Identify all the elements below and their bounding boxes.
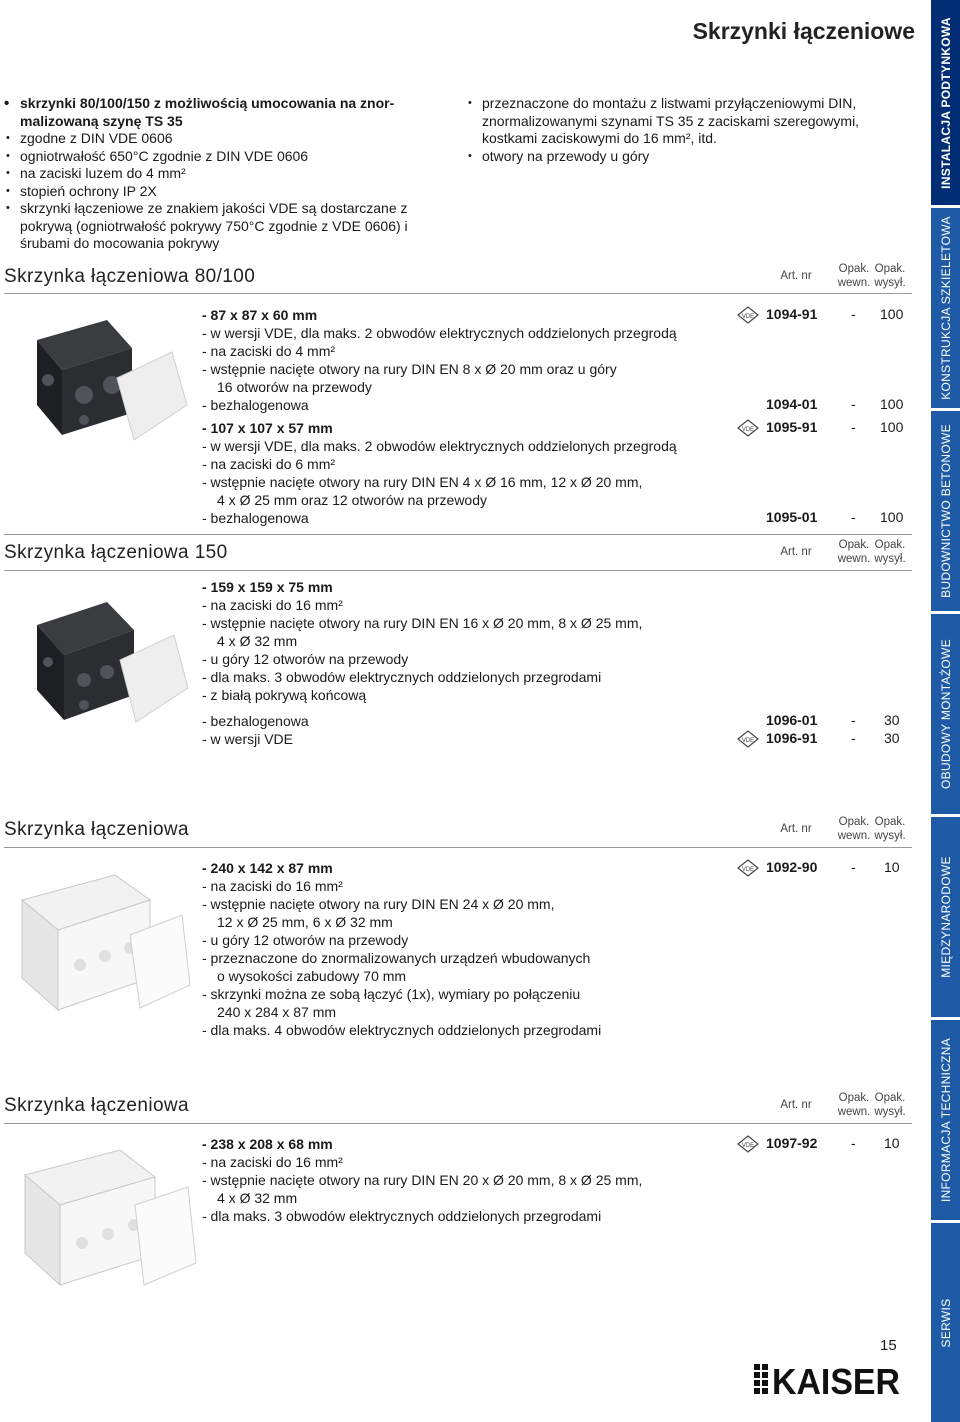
spec-line: - na zaciski do 16 mm² bbox=[202, 597, 343, 613]
side-tab-informacja-techniczna[interactable] bbox=[931, 1020, 960, 1220]
opak-wysyl: 100 bbox=[880, 509, 904, 525]
art-number: 1094-91 bbox=[766, 306, 818, 322]
side-tab-bar bbox=[931, 0, 960, 1422]
spec-line: - bezhalogenowa bbox=[202, 713, 309, 729]
spec-line: - z białą pokrywą końcową bbox=[202, 687, 367, 703]
art-number: 1095-91 bbox=[766, 419, 818, 435]
spec-line: 12 x Ø 25 mm, 6 x Ø 32 mm bbox=[217, 914, 393, 930]
spec-line: - na zaciski do 16 mm² bbox=[202, 1154, 343, 1170]
feature-list-left bbox=[4, 95, 464, 253]
list-item: • skrzynki 80/100/150 z możliwością umocowania na znor- malizowaną szynę TS 35 bbox=[4, 95, 464, 130]
side-tab-konstrukcja-szkieletowa[interactable] bbox=[931, 208, 960, 408]
vde-mark-icon bbox=[737, 859, 759, 877]
spec-line: - 238 x 208 x 68 mm bbox=[202, 1136, 333, 1152]
side-tab-label: SERWIS bbox=[938, 1298, 953, 1347]
spec-line: - w wersji VDE, dla maks. 2 obwodów elektrycznych oddzielonych przegrodą bbox=[202, 325, 677, 341]
svg-text:VDE: VDE bbox=[741, 314, 755, 320]
spec-line: - wstępnie nacięte otwory na rury DIN EN 20 x Ø 20 mm, 8 x Ø 25 mm, bbox=[202, 1172, 643, 1188]
vde-mark-icon bbox=[737, 730, 759, 748]
spec-line: - dla maks. 3 obwodów elektrycznych oddzielonych przegrodami bbox=[202, 1208, 602, 1224]
col-header-opak-wysyl: Opak. wysył. bbox=[874, 263, 906, 289]
vde-mark-icon bbox=[737, 1135, 759, 1153]
col-header-opak-wysyl: Opak. wysył. bbox=[874, 816, 906, 842]
art-number: 1095-01 bbox=[766, 509, 818, 525]
col-header-art: Art. nr bbox=[780, 546, 812, 558]
spec-line: - wstępnie nacięte otwory na rury DIN EN 4 x Ø 16 mm, 12 x Ø 20 mm, bbox=[202, 474, 643, 490]
section-title: Skrzynka łączeniowa 150 bbox=[4, 542, 228, 563]
side-tab-instalacja-podtynkowa[interactable] bbox=[931, 0, 960, 205]
opak-wysyl: 100 bbox=[880, 419, 904, 435]
spec-line: - dla maks. 3 obwodów elektrycznych oddzielonych przegrodami bbox=[202, 669, 602, 685]
section-title: Skrzynka łączeniowa bbox=[4, 819, 190, 840]
opak-wewn: - bbox=[851, 1135, 856, 1151]
list-item: • na zaciski luzem do 4 mm² bbox=[4, 165, 464, 183]
side-tab-label: BUDOWNICTWO BETONOWE bbox=[938, 424, 953, 598]
spec-line: - w wersji VDE bbox=[202, 731, 294, 747]
section-divider bbox=[4, 847, 912, 848]
spec-line: - bezhalogenowa bbox=[202, 510, 309, 526]
opak-wysyl: 100 bbox=[880, 306, 904, 322]
section-divider bbox=[4, 293, 912, 294]
spec-line: - na zaciski do 16 mm² bbox=[202, 878, 343, 894]
list-item: • skrzynki łączeniowe ze znakiem jakości VDE są dostarczane z pokrywą (ogniotrwałość pokrywy 750°C zgodnie z VDE 0606) i śrubami do mocowania pokrywy bbox=[4, 200, 464, 253]
spec-block-2 bbox=[202, 578, 722, 753]
opak-wysyl: 10 bbox=[884, 1135, 900, 1151]
opak-wysyl: 30 bbox=[884, 712, 900, 728]
feature-list-right bbox=[466, 95, 926, 165]
spec-block-4 bbox=[202, 1135, 722, 1230]
svg-text:VDE: VDE bbox=[741, 867, 755, 873]
spec-line: - w wersji VDE, dla maks. 2 obwodów elektrycznych oddzielonych przegrodą bbox=[202, 438, 677, 454]
opak-wewn: - bbox=[851, 712, 856, 728]
section-divider bbox=[4, 570, 912, 571]
side-tab-miedzynarodowe[interactable] bbox=[931, 817, 960, 1017]
list-item: • ogniotrwałość 650°C zgodnie z DIN VDE 0606 bbox=[4, 148, 464, 166]
vde-mark-icon bbox=[737, 419, 759, 437]
spec-line: - 107 x 107 x 57 mm bbox=[202, 420, 333, 436]
spec-line: 4 x Ø 25 mm oraz 12 otworów na przewody bbox=[217, 492, 488, 508]
opak-wewn: - bbox=[851, 419, 856, 435]
spec-line: - 87 x 87 x 60 mm bbox=[202, 307, 318, 323]
kaiser-logo-icon bbox=[752, 1360, 902, 1400]
opak-wewn: - bbox=[851, 509, 856, 525]
opak-wysyl: 30 bbox=[884, 730, 900, 746]
vde-mark-icon bbox=[737, 306, 759, 324]
art-number: 1097-92 bbox=[766, 1135, 818, 1151]
product-image-box-238 bbox=[10, 1135, 200, 1300]
spec-line: 16 otworów na przewody bbox=[217, 379, 372, 395]
opak-wewn: - bbox=[851, 396, 856, 412]
section-title: Skrzynka łączeniowa 80/100 bbox=[4, 266, 256, 287]
svg-text:VDE: VDE bbox=[741, 738, 755, 744]
list-item: • otwory na przewody u góry bbox=[466, 148, 926, 166]
svg-text:VDE: VDE bbox=[741, 1143, 755, 1149]
spec-line: - 159 x 159 x 75 mm bbox=[202, 579, 333, 595]
side-tab-label: MIĘDZYNARODOWE bbox=[938, 856, 953, 978]
col-header-opak-wewn: Opak. wewn. bbox=[837, 816, 871, 842]
brand-logo bbox=[752, 1360, 902, 1400]
opak-wysyl: 10 bbox=[884, 859, 900, 875]
product-image-box-80 bbox=[22, 300, 192, 455]
col-header-opak-wewn: Opak. wewn. bbox=[837, 539, 871, 565]
spec-line: - przeznaczone do znormalizowanych urządzeń wbudowanych bbox=[202, 950, 591, 966]
opak-wysyl: 100 bbox=[880, 396, 904, 412]
col-header-opak-wysyl: Opak. wysył. bbox=[874, 1092, 906, 1118]
spec-block-1 bbox=[202, 306, 722, 536]
art-number: 1092-90 bbox=[766, 859, 818, 875]
side-tab-budownictwo-betonowe[interactable] bbox=[931, 411, 960, 611]
product-image-box-150 bbox=[22, 580, 192, 730]
side-tab-serwis[interactable] bbox=[931, 1223, 960, 1422]
section-divider bbox=[4, 534, 912, 535]
col-header-art: Art. nr bbox=[780, 823, 812, 835]
page-number: 15 bbox=[880, 1337, 897, 1354]
spec-block-3 bbox=[202, 859, 722, 1044]
side-tab-label: INFORMACJA TECHNICZNA bbox=[938, 1037, 953, 1203]
col-header-opak-wysyl: Opak. wysył. bbox=[874, 539, 906, 565]
col-header-art: Art. nr bbox=[780, 1099, 812, 1111]
page-title: Skrzynki łączeniowe bbox=[692, 18, 915, 44]
spec-line: 240 x 284 x 87 mm bbox=[217, 1004, 337, 1020]
col-header-opak-wewn: Opak. wewn. bbox=[837, 1092, 871, 1118]
spec-line: o wysokości zabudowy 70 mm bbox=[217, 968, 407, 984]
side-tab-label: OBUDOWY MONTAŻOWE bbox=[938, 639, 953, 789]
spec-line: - 240 x 142 x 87 mm bbox=[202, 860, 333, 876]
list-item: • przeznaczone do montażu z listwami przyłączeniowymi DIN, znormalizowanymi szynami TS 35 z zaciskami szeregowymi, kostkami zaciskowymi do 16 mm², itd. bbox=[466, 95, 926, 148]
spec-line: - dla maks. 4 obwodów elektrycznych oddzielonych przegrodami bbox=[202, 1022, 602, 1038]
opak-wewn: - bbox=[851, 730, 856, 746]
spec-line: 4 x Ø 32 mm bbox=[217, 1190, 298, 1206]
spec-line: - wstępnie nacięte otwory na rury DIN EN 24 x Ø 20 mm, bbox=[202, 896, 555, 912]
spec-line: - bezhalogenowa bbox=[202, 397, 309, 413]
list-item: • zgodne z DIN VDE 0606 bbox=[4, 130, 464, 148]
spec-line: - na zaciski do 4 mm² bbox=[202, 343, 336, 359]
spec-line: - skrzynki można ze sobą łączyć (1x), wymiary po połączeniu bbox=[202, 986, 581, 1002]
spec-line: - na zaciski do 6 mm² bbox=[202, 456, 336, 472]
spec-line: - u góry 12 otworów na przewody bbox=[202, 932, 409, 948]
spec-line: - wstępnie nacięte otwory na rury DIN EN 8 x Ø 20 mm oraz u góry bbox=[202, 361, 617, 377]
section-divider bbox=[4, 1123, 912, 1124]
product-image-box-240 bbox=[10, 860, 195, 1025]
col-header-opak-wewn: Opak. wewn. bbox=[837, 263, 871, 289]
spec-line: - wstępnie nacięte otwory na rury DIN EN 16 x Ø 20 mm, 8 x Ø 25 mm, bbox=[202, 615, 643, 631]
spec-line: 4 x Ø 32 mm bbox=[217, 633, 298, 649]
section-title: Skrzynka łączeniowa bbox=[4, 1095, 190, 1116]
svg-text:VDE: VDE bbox=[741, 427, 755, 433]
svg-text:KAISER: KAISER bbox=[772, 1361, 900, 1400]
side-tab-label: KONSTRUKCJA SZKIELETOWA bbox=[938, 216, 953, 400]
list-item: • stopień ochrony IP 2X bbox=[4, 183, 464, 201]
col-header-art: Art. nr bbox=[780, 270, 812, 282]
opak-wewn: - bbox=[851, 306, 856, 322]
art-number: 1096-01 bbox=[766, 712, 818, 728]
art-number: 1094-01 bbox=[766, 396, 818, 412]
side-tab-obudowy-montazowe[interactable] bbox=[931, 614, 960, 814]
spec-line: - u góry 12 otworów na przewody bbox=[202, 651, 409, 667]
art-number: 1096-91 bbox=[766, 730, 818, 746]
opak-wewn: - bbox=[851, 859, 856, 875]
side-tab-label: INSTALACJA PODTYNKOWA bbox=[938, 16, 953, 189]
